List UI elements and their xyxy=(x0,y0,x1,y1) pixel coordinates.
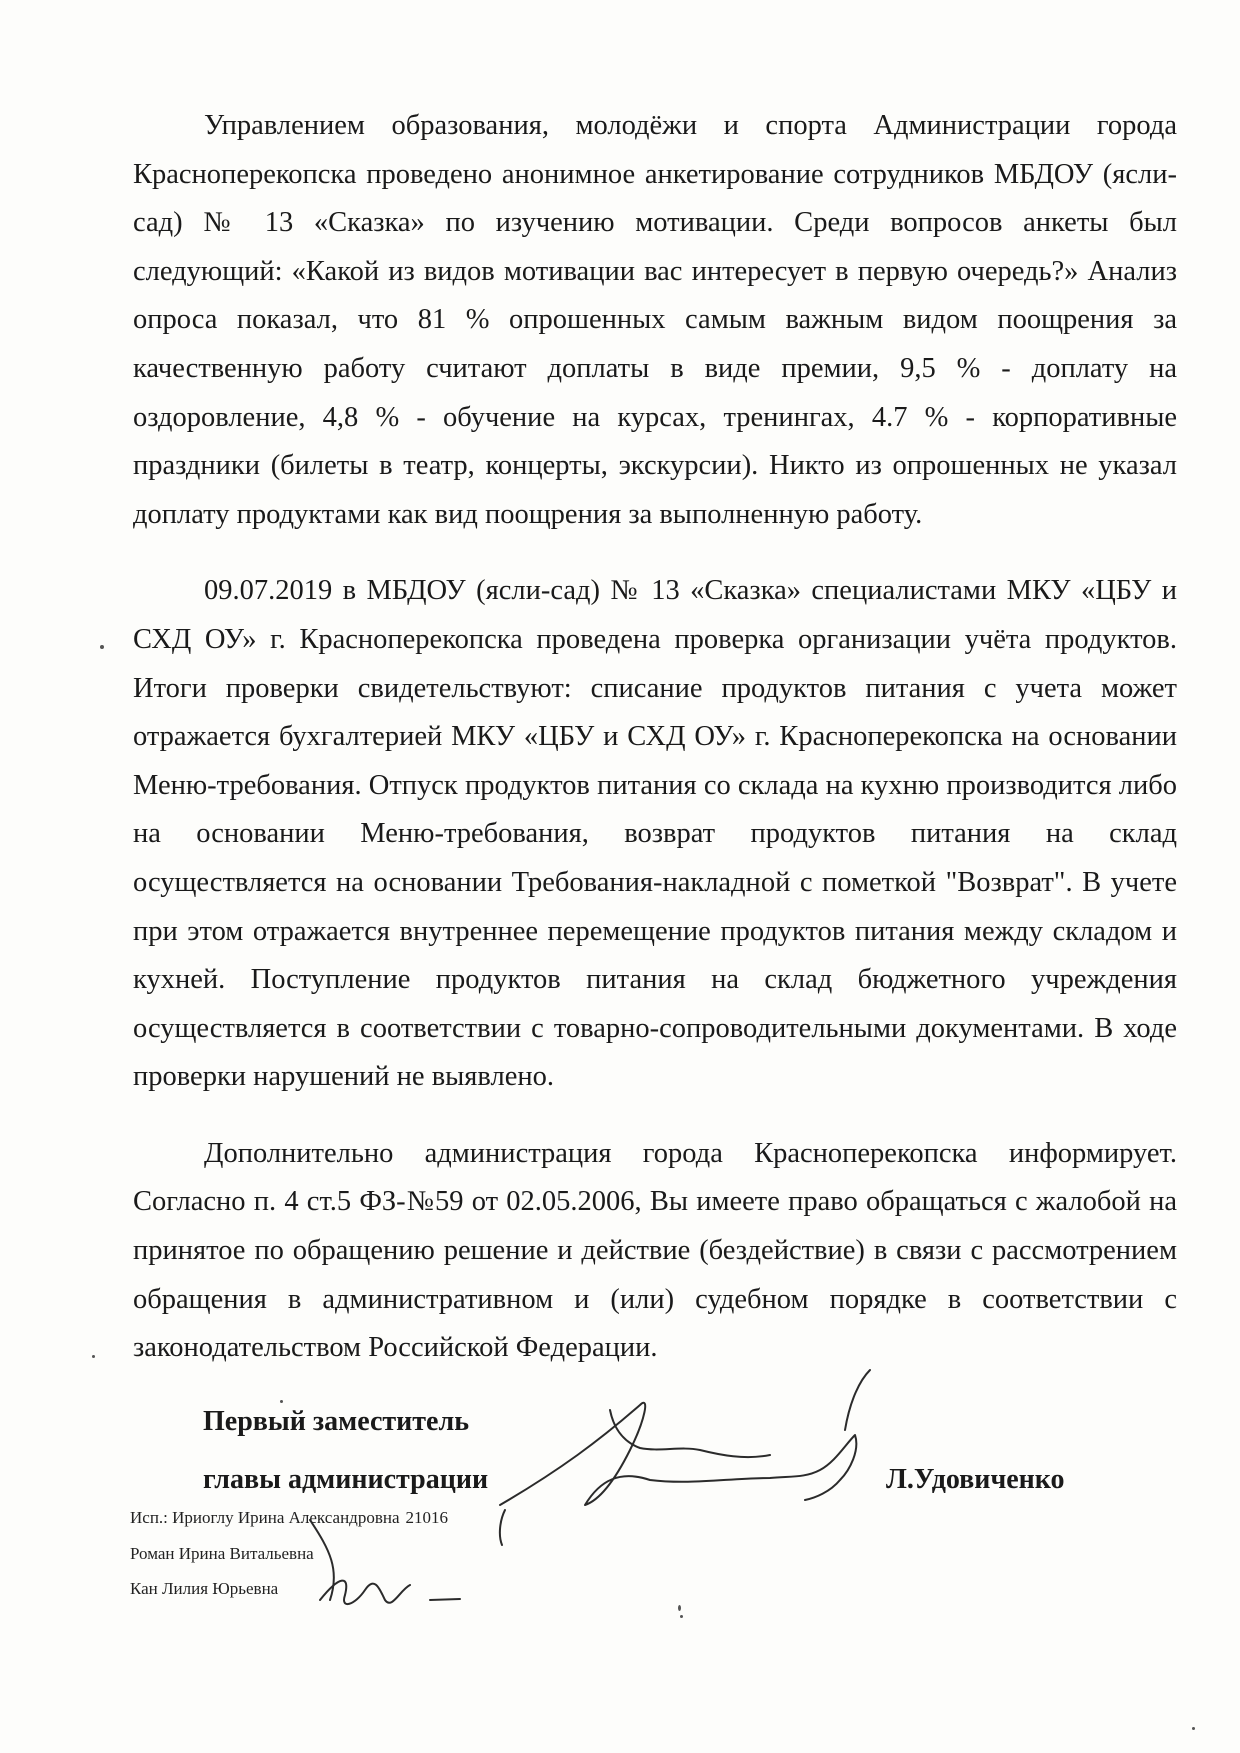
executor-name: Роман Ирина Витальевна xyxy=(130,1544,314,1563)
scan-speck xyxy=(678,1605,681,1611)
scan-speck xyxy=(1192,1727,1195,1730)
executor-line xyxy=(130,1578,278,1600)
letter-body xyxy=(133,102,1177,1373)
scan-speck xyxy=(92,1355,95,1358)
paragraph-inspection: 09.07.2019 в МБДОУ (ясли-сад) № 13 «Сказка» специалистами МКУ «ЦБУ и СХД ОУ» г. Красноперекопска проведена проверка организации учёта продуктов. Итоги проверки свидетельствуют: списание продуктов питания с учета может отражается бухгалтерией МКУ «ЦБУ и СХД ОУ» г. Красноперекопска на основании Меню-требования. Отпуск продуктов питания со склада на кухню производится либо на основании Меню-требования, возврат продуктов питания на склад осуществляется на основании Требования-накладной с пометкой "Возврат". В учете при этом отражается внутреннее перемещение продуктов питания между складом и кухней. Поступление продуктов питания на склад бюджетного учреждения осуществляется в соответствии с товарно-сопроводительными документами. В ходе проверки нарушений не выявлено. xyxy=(133,575,1177,1093)
scan-speck xyxy=(280,1400,283,1403)
executor-name: Исп.: Ириоглу Ирина Александровна xyxy=(130,1508,400,1527)
signer-name: Л.Удовиченко xyxy=(886,1464,1065,1495)
executor-phone: 21016 xyxy=(405,1508,448,1527)
initials-signature-stroke xyxy=(320,1581,410,1604)
initials-dash xyxy=(430,1599,460,1600)
scan-speck xyxy=(100,645,104,649)
executor-underline-stroke xyxy=(310,1520,334,1600)
small-mark xyxy=(500,1510,505,1545)
main-signature-stroke xyxy=(500,1403,856,1505)
executor-line xyxy=(130,1543,314,1565)
executor-name: Кан Лилия Юрьевна xyxy=(130,1579,279,1598)
signature-tail xyxy=(845,1370,870,1430)
executor-line xyxy=(130,1507,448,1529)
paragraph-survey: Управлением образования, молодёжи и спорта Администрации города Красноперекопска проведено анонимное анкетирование сотрудников МБДОУ (ясли-сад) № 13 «Сказка» по изучению мотивации. Среди вопросов анкеты был следующий: «Какой из видов мотивации вас интересует в первую очередь?» Анализ опроса показал, что 81 % опрошенных самым важным видом поощрения за качественную работу считают доплаты в виде премии, 9,5 % - доплату на оздоровление, 4,8 % - обучение на курсах, тренингах, 4.7 % - корпоративные праздники (билеты в театр, концерты, экскурсии). Никто из опрошенных не указал доплату продуктами как вид поощрения за выполненную работу. xyxy=(133,110,1177,530)
scan-speck xyxy=(680,1615,683,1618)
signer-title-line2: главы администрации xyxy=(203,1464,489,1495)
paragraph-appeal-rights: Дополнительно администрация города Красноперекопска информирует. Согласно п. 4 ст.5 ФЗ-№59 от 02.05.2006, Вы имеете право обращаться с жалобой на принятое по обращению решение и действие (бездействие) в связи с рассмотрением обращения в административном и (или) судебном порядке в соответствии с законодательством Российской Федерации. xyxy=(133,1137,1177,1364)
signer-title-line1: Первый заместитель xyxy=(203,1406,469,1437)
signature-flourish xyxy=(610,1410,770,1457)
